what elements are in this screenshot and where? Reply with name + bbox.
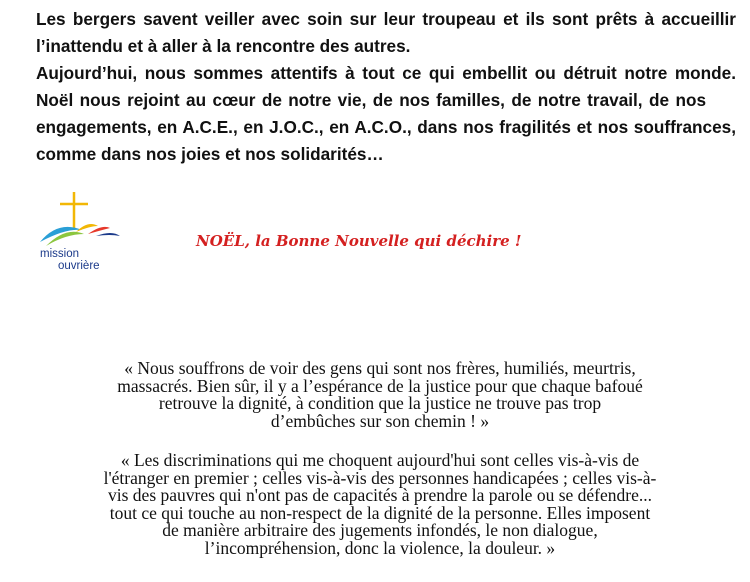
quote-1 bbox=[40, 360, 720, 430]
tagline: NOËL, la Bonne Nouvelle qui déchire ! bbox=[196, 232, 522, 250]
logo-swoosh-red bbox=[88, 227, 110, 234]
logo-text-mission: mission bbox=[40, 248, 79, 260]
cross-icon bbox=[36, 190, 136, 250]
quote-1-line: d’embûches sur son chemin ! » bbox=[270, 410, 490, 431]
quote-1-line: « Nous souffrons de voir des gens qui sont nos frères, humiliés, meurtris, bbox=[124, 358, 636, 378]
quote-2-line: de manière arbitraire des jugements infondés, le non dialogue, bbox=[162, 520, 598, 540]
quote-2-line: l’incompréhension, donc la violence, la douleur. » bbox=[204, 537, 556, 558]
quote-1-line: massacrés. Bien sûr, il y a l’espérance de la justice pour que chaque bafoué bbox=[117, 375, 643, 396]
quote-2-line: tout ce qui touche au non-respect de la dignité de la personne. Elles imposent bbox=[109, 502, 651, 523]
intro-paragraph-2-start: Aujourd’hui, nous sommes attentifs à tout ce qui embellit ou détruit notre monde. Noël nous rejoint au cœur de notre vie, de nos familles, de notre travail, de nos bbox=[36, 63, 736, 110]
intro-paragraph-2-end: engagements, en A.C.E., en J.O.C., en A.C.O., dans nos fragilités et nos souffrances, comme dans nos joies et nos solidarités… bbox=[36, 117, 736, 164]
logo-text-ouvriere: ouvrière bbox=[58, 260, 100, 272]
intro-text bbox=[36, 6, 736, 168]
intro-paragraph-1: Les bergers savent veiller avec soin sur leur troupeau et ils sont prêts à accueillir l’inattendu et à aller à la rencontre des autres. bbox=[36, 9, 736, 56]
quote-2-line: vis des pauvres qui n'ont pas de capacités à prendre la parole ou se défendre... bbox=[108, 485, 652, 505]
quote-2-line: l'étranger en premier ; celles vis-à-vis des personnes handicapées ; celles vis-à- bbox=[103, 467, 657, 488]
quote-2-line: « Les discriminations qui me choquent aujourd'hui sont celles vis-à-vis de bbox=[120, 450, 640, 470]
quote-2 bbox=[40, 452, 720, 557]
logo-swoosh-navy bbox=[96, 233, 120, 236]
mission-ouvriere-logo bbox=[36, 190, 136, 280]
intro-paragraph-2 bbox=[36, 60, 736, 168]
quote-1-line: retrouve la dignité, à condition que la justice ne trouve pas trop bbox=[158, 393, 602, 413]
